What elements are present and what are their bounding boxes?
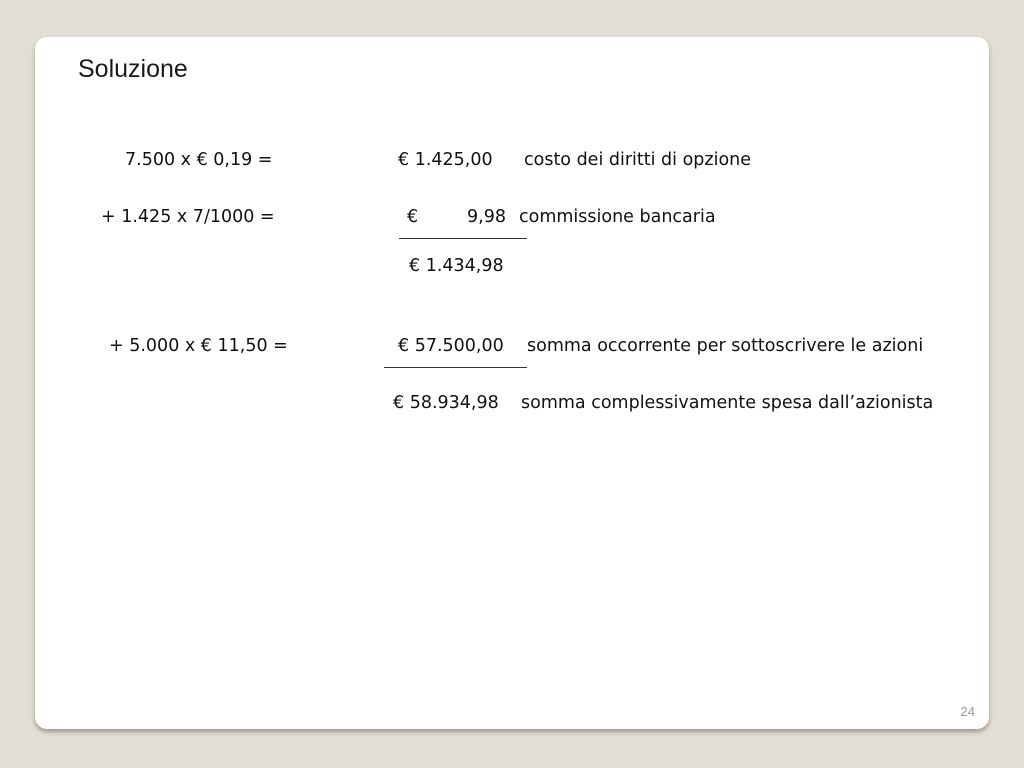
amount-commission: 9,98 xyxy=(467,207,506,227)
total-amount: € 58.934,98 xyxy=(393,393,499,413)
description-total: somma complessivamente spesa dall’azionista xyxy=(521,393,934,413)
slide xyxy=(35,37,989,729)
currency-commission: € xyxy=(407,207,419,227)
amount-options: € 1.425,00 xyxy=(398,150,493,170)
sum-rule-1 xyxy=(399,238,527,239)
amount-shares: € 57.500,00 xyxy=(398,336,504,356)
expression-shares: + 5.000 x € 11,50 = xyxy=(109,336,288,356)
expression-options: 7.500 x € 0,19 = xyxy=(125,150,273,170)
description-commission: commissione bancaria xyxy=(519,207,716,227)
description-shares: somma occorrente per sottoscrivere le azioni xyxy=(527,336,924,356)
page-number: 24 xyxy=(960,704,975,719)
sum-rule-2 xyxy=(384,367,527,368)
expression-commission: + 1.425 x 7/1000 = xyxy=(101,207,275,227)
description-options: costo dei diritti di opzione xyxy=(524,150,752,170)
subtotal-amount: € 1.434,98 xyxy=(409,256,504,276)
slide-title: Soluzione xyxy=(78,55,188,83)
